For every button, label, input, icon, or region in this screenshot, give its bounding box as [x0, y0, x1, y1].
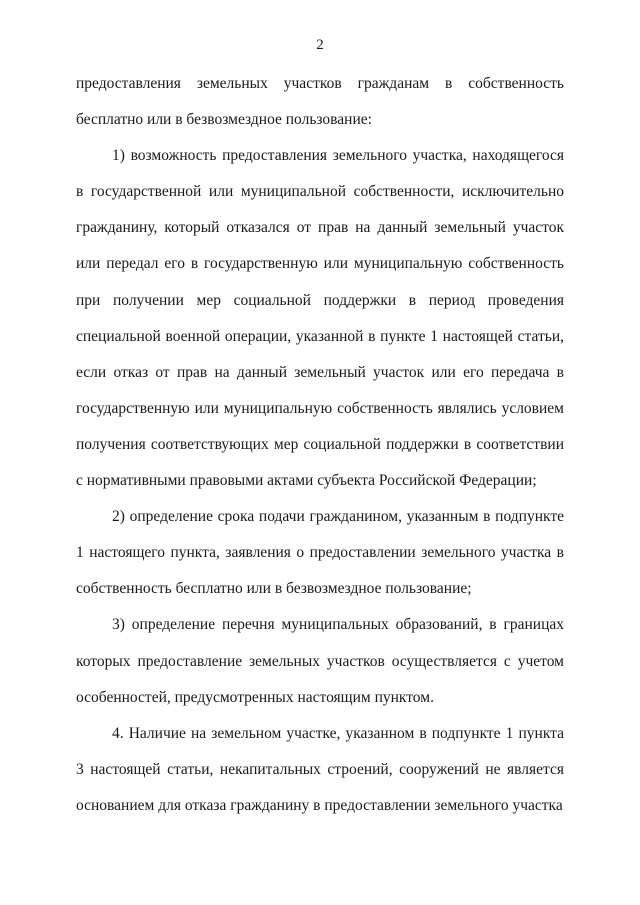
- paragraph-continuation: предоставления земельных участков гражданам в собственность бесплатно или в безвозмездное пользование:: [76, 75, 564, 129]
- paragraph-item-2: 2) определение срока подачи гражданином, указанным в подпункте 1 настоящего пункта, заявления о предоставлении земельного участка в собственность бесплатно или в безвозмездное пользование;: [76, 508, 564, 598]
- page-number: 2: [316, 37, 324, 53]
- paragraph-point-4: 4. Наличие на земельном участке, указанном в подпункте 1 пункта 3 настоящей статьи, некапитальных строений, сооружений не является основанием для отказа гражданину в предоставлении земельного участка: [76, 724, 564, 814]
- paragraph-item-3: 3) определение перечня муниципальных образований, в границах которых предоставление земельных участков осуществляется с учетом особенностей, предусмотренных настоящим пунктом.: [76, 616, 564, 706]
- paragraph-item-1: 1) возможность предоставления земельного участка, находящегося в государственной или муниципальной собственности, исключительно гражданину, который отказался от прав на данный земельный участок или передал его в государственную или муниципальную собственность при получении мер социальной поддержки в период проведения специальной военной операции, указанной в пункте 1 настоящей статьи, если отказ от прав на данный земельный участок или его передача в государственную или муниципальную собственность являлись условием получения соответствующих мер социальной поддержки в соответствии с нормативными правовыми актами субъекта Российской Федерации;: [76, 147, 564, 490]
- document-body: [76, 66, 564, 824]
